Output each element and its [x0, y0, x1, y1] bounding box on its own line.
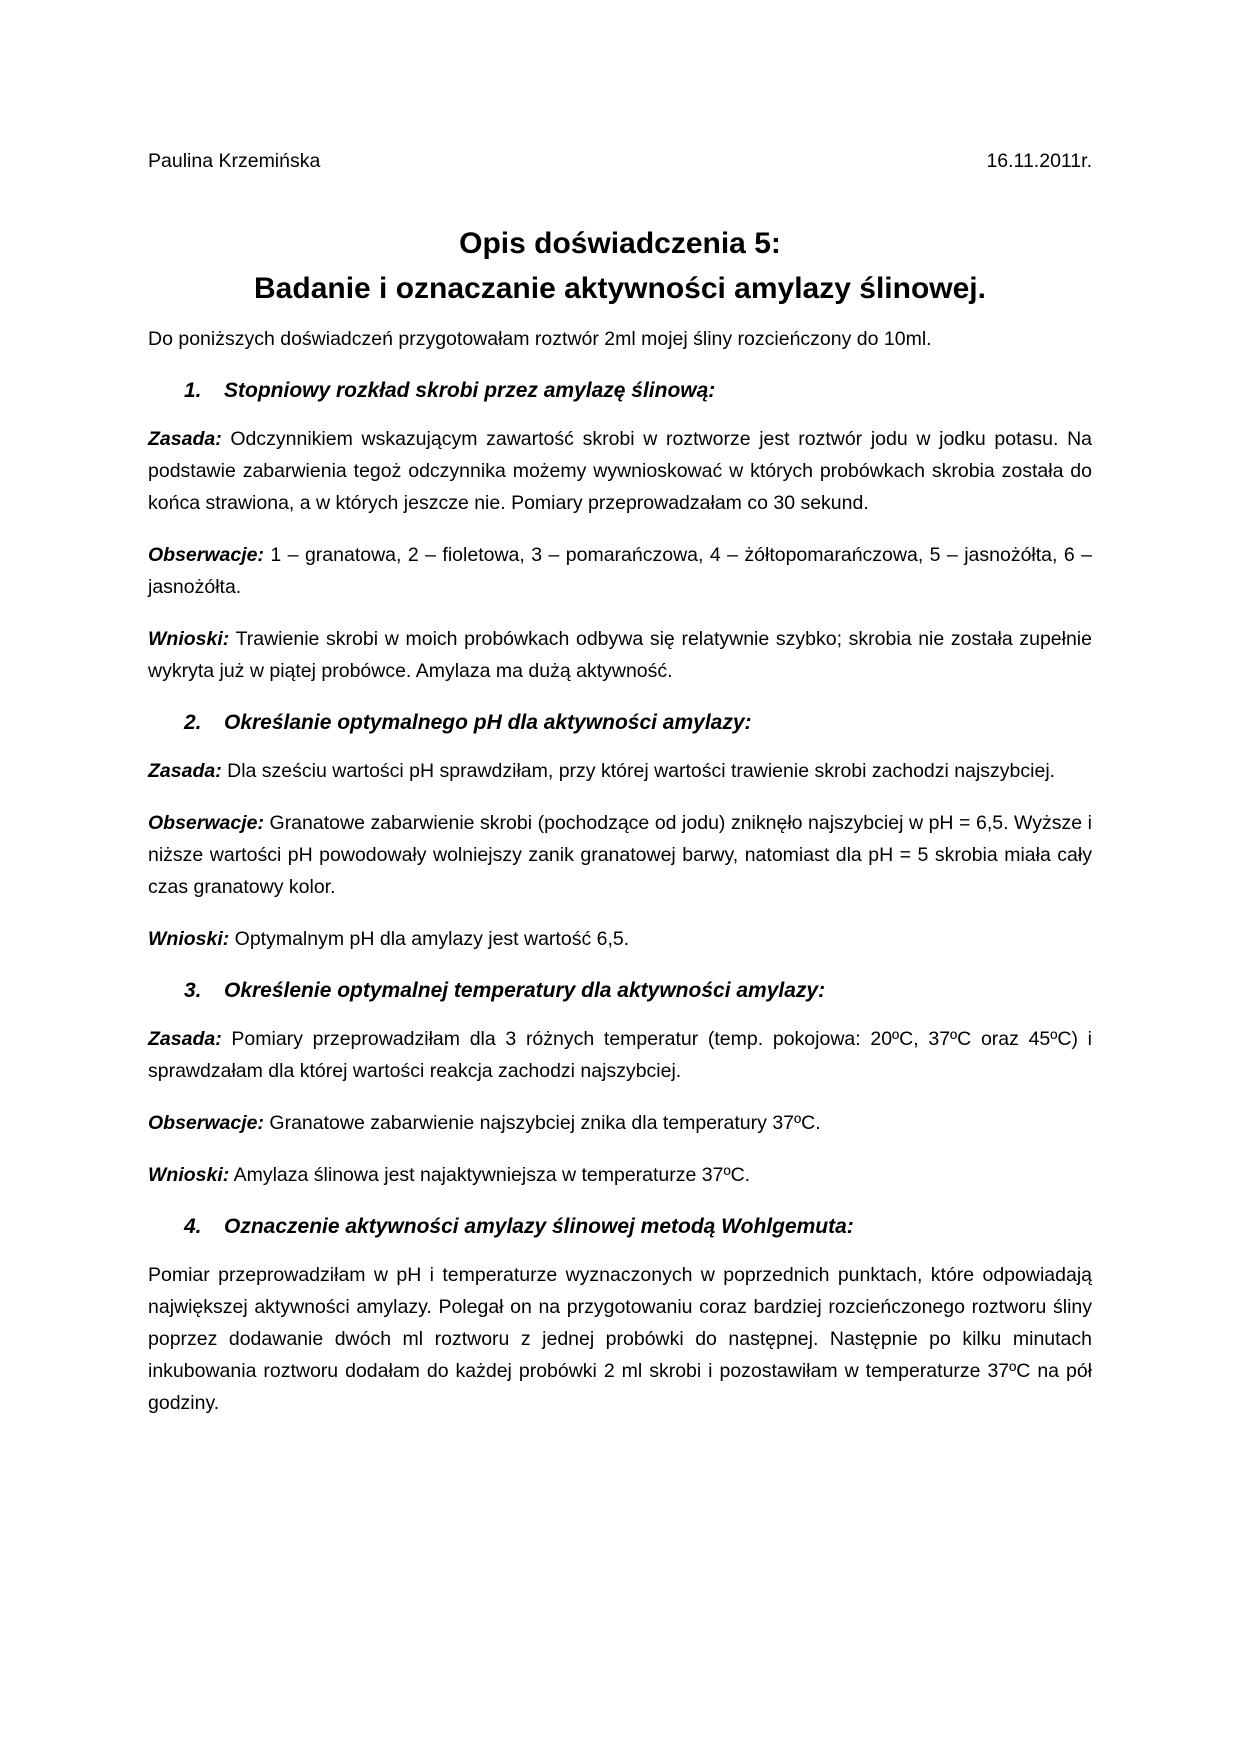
section-title: Stopniowy rozkład skrobi przez amylazę ślinową:: [224, 379, 716, 402]
paragraph-zasada: [148, 1023, 1092, 1087]
paragraph-label: Obserwacje:: [148, 544, 264, 566]
section-heading-4: [148, 1211, 1092, 1243]
section-heading-2: [148, 707, 1092, 739]
paragraph-label: Zasada:: [148, 760, 222, 782]
section-heading-1: [148, 375, 1092, 407]
paragraph-zasada: [148, 755, 1092, 787]
section-number: 2.: [184, 711, 202, 734]
paragraph-text: Trawienie skrobi w moich probówkach odbywa się relatywnie szybko; skrobia nie została zupełnie wykryta już w piątej probówce. Amylaza ma dużą aktywność.: [148, 628, 1092, 682]
paragraph-zasada: [148, 423, 1092, 519]
intro-paragraph: Do poniższych doświadczeń przygotowałam roztwór 2ml mojej śliny rozcieńczony do 10ml.: [148, 328, 932, 350]
paragraph-method: [148, 1259, 1092, 1419]
document-content: [148, 145, 1092, 1419]
document-date: 16.11.2011r.: [986, 150, 1092, 172]
section-heading-3: [148, 975, 1092, 1007]
paragraph-wnioski: [148, 623, 1092, 687]
paragraph-label: Wnioski:: [148, 1164, 230, 1186]
paragraph-label: Zasada:: [148, 428, 222, 450]
paragraph-text: Pomiar przeprowadziłam w pH i temperaturze wyznaczonych w poprzednich punktach, które odpowiadają największej aktywności amylazy. Polegał on na przygotowaniu coraz bardziej rozcieńczonego roztworu śliny poprzez dodawanie dwóch ml roztworu z jednej probówki do następnej. Następnie po kilku minutach inkubowania roztworu dodałam do każdej probówki 2 ml skrobi i pozostawiłam w temperaturze 37ºC na pół godziny.: [148, 1264, 1092, 1414]
paragraph-wnioski: [148, 1159, 1092, 1191]
paragraph-text: Odczynnikiem wskazującym zawartość skrobi w roztworze jest roztwór jodu w jodku potasu. Na podstawie zabarwienia tegoż odczynnika możemy wywnioskować w których probówkach skrobia została do końca strawiona, a w których jeszcze nie. Pomiary przeprowadzałam co 30 sekund.: [148, 428, 1092, 514]
paragraph-obserwacje: [148, 539, 1092, 603]
section-number: 3.: [184, 979, 202, 1002]
paragraph-obserwacje: [148, 807, 1092, 903]
section-number: 4.: [184, 1215, 202, 1238]
author-name: Paulina Krzemińska: [148, 150, 321, 172]
paragraph-text: Amylaza ślinowa jest najaktywniejsza w temperaturze 37ºC.: [229, 1164, 751, 1186]
title-line-1: Opis doświadczenia 5:: [459, 227, 781, 260]
paragraph-text: Optymalnym pH dla amylazy jest wartość 6,5.: [229, 928, 630, 950]
paragraph-text: Pomiary przeprowadziłam dla 3 różnych temperatur (temp. pokojowa: 20ºC, 37ºC oraz 45ºC) i sprawdzałam dla której wartości reakcja zachodzi najszybciej.: [148, 1028, 1092, 1082]
paragraph-wnioski: [148, 923, 1092, 955]
section-title: Określanie optymalnego pH dla aktywności amylazy:: [224, 711, 752, 734]
section-number: 1.: [184, 379, 202, 402]
paragraph-label: Zasada:: [148, 1028, 222, 1050]
section-title: Określenie optymalnej temperatury dla aktywności amylazy:: [224, 979, 826, 1002]
document-title: [148, 221, 1092, 311]
paragraph-label: Obserwacje:: [148, 1112, 264, 1134]
header-row: [148, 145, 1092, 177]
paragraph-label: Wnioski:: [148, 628, 230, 650]
title-line-2: Badanie i oznaczanie aktywności amylazy ślinowej.: [254, 272, 986, 305]
paragraph-text: Dla sześciu wartości pH sprawdziłam, przy której wartości trawienie skrobi zachodzi najszybciej.: [221, 760, 1056, 782]
paragraph-label: Wnioski:: [148, 928, 230, 950]
paragraph-text: Granatowe zabarwienie skrobi (pochodzące od jodu) zniknęło najszybciej w pH = 6,5. Wyższe i niższe wartości pH powodowały wolniejszy zanik granatowej barwy, natomiast dla pH = 5 skrobia miała cały czas granatowy kolor.: [148, 812, 1092, 898]
section-title: Oznaczenie aktywności amylazy ślinowej metodą Wohlgemuta:: [224, 1215, 854, 1238]
paragraph-label: Obserwacje:: [148, 812, 264, 834]
paragraph-obserwacje: [148, 1107, 1092, 1139]
paragraph-text: Granatowe zabarwienie najszybciej znika dla temperatury 37ºC.: [263, 1112, 821, 1134]
paragraph-text: 1 – granatowa, 2 – fioletowa, 3 – pomarańczowa, 4 – żółtopomarańczowa, 5 – jasnożółta, 6 – jasnożółta.: [148, 544, 1092, 598]
